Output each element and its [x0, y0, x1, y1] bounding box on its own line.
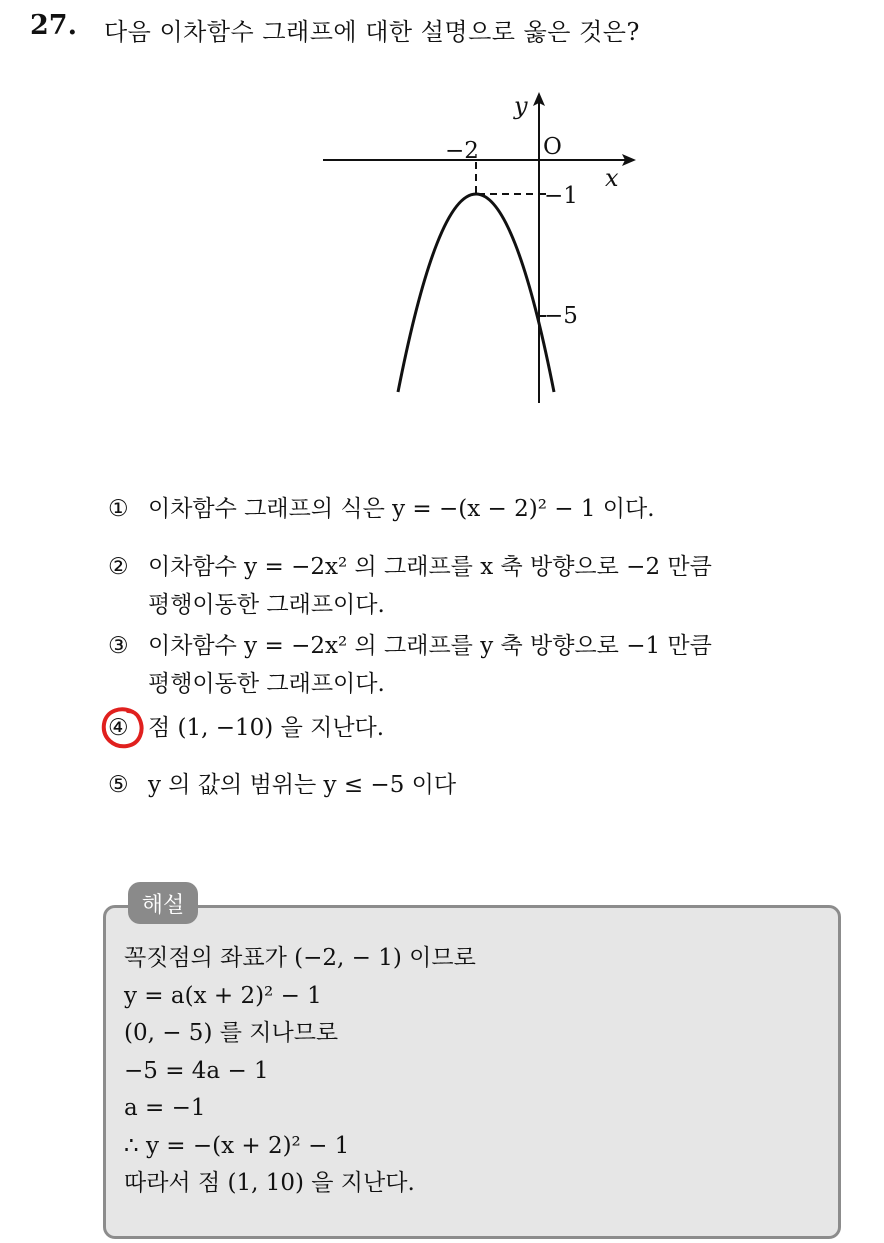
solution-line: a = −1 [124, 1095, 206, 1121]
solution-tag: 해설 [128, 882, 198, 924]
choice-2[interactable] [108, 548, 712, 624]
solution-lines [124, 940, 476, 1203]
choice-1[interactable] [108, 490, 655, 528]
x-axis-label: x [605, 164, 619, 192]
choice-3[interactable] [108, 627, 712, 703]
solution-line: −5 = 4a − 1 [124, 1057, 269, 1084]
choice-mark: ② [108, 554, 129, 580]
solution-line: 꼭짓점의 좌표가 (−2, − 1) 이므로 [124, 945, 476, 971]
choice-text-continued: 평행이동한 그래프이다. [148, 592, 385, 618]
y-axis-label: y [514, 92, 528, 120]
x-tick-label: −2 [445, 138, 479, 164]
choice-text: 이차함수 y = −2x² 의 그래프를 x 축 방향으로 −2 만큼 [148, 554, 712, 580]
origin-label: O [543, 134, 562, 160]
y-tick-vertex-label: −1 [544, 183, 578, 209]
solution-line: ∴ y = −(x + 2)² − 1 [124, 1132, 350, 1159]
choice-text: 이차함수 y = −2x² 의 그래프를 y 축 방향으로 −1 만큼 [148, 633, 712, 659]
choice-mark: ① [108, 496, 129, 522]
choice-5[interactable] [108, 766, 456, 804]
parabola-curve [398, 194, 554, 392]
choice-mark: ③ [108, 633, 129, 659]
answer-circle-icon [100, 706, 146, 750]
solution-line: y = a(x + 2)² − 1 [124, 982, 322, 1009]
solution-line: 따라서 점 (1, 10) 을 지난다. [124, 1170, 415, 1196]
question-text: 다음 이차함수 그래프에 대한 설명으로 옳은 것은? [104, 18, 640, 46]
choice-mark: ④ [108, 715, 129, 741]
choice-text-continued: 평행이동한 그래프이다. [148, 671, 385, 697]
solution-line: (0, − 5) 를 지나므로 [124, 1020, 339, 1046]
y-tick-intercept-label: −5 [544, 303, 578, 329]
choice-text: 이차함수 그래프의 식은 y = −(x − 2)² − 1 이다. [148, 496, 655, 522]
question-number: 27. [30, 10, 77, 41]
parabola-graph [318, 88, 648, 408]
choice-text: 점 (1, −10) 을 지난다. [148, 715, 385, 741]
choice-text: y 의 값의 범위는 y ≤ −5 이다 [148, 772, 457, 798]
choice-4[interactable] [108, 709, 384, 747]
choice-mark: ⑤ [108, 772, 129, 798]
